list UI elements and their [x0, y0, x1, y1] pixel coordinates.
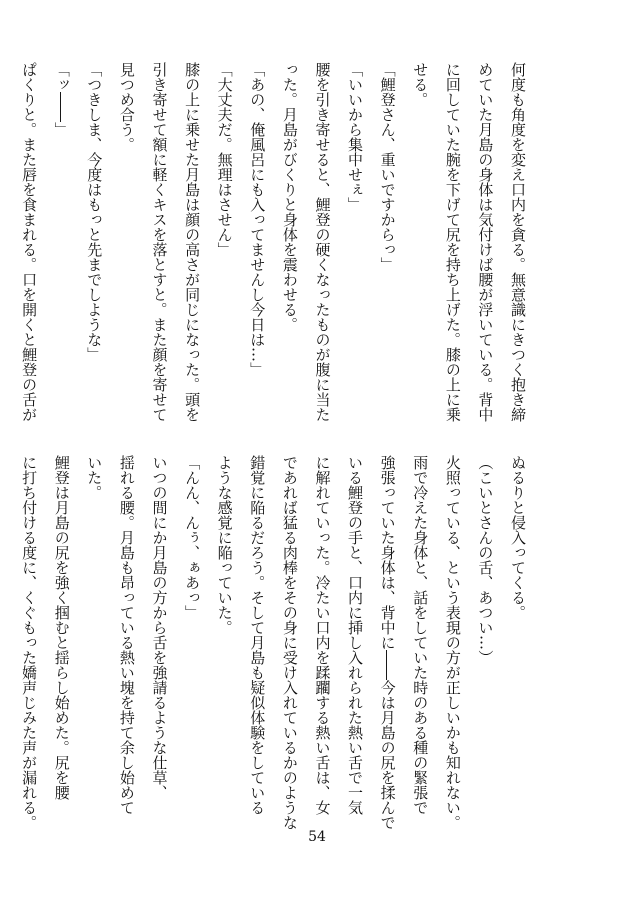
text-line: 膝の上に乗せた月島は顔の高さが同じになった。頭を — [183, 62, 202, 422]
page-number: 54 — [308, 829, 326, 845]
text-line: 強張っていた身体は、背中に――今は月島の尻を揉んで — [378, 455, 397, 830]
text-line: 揺れる腰。月島も昂っている熱い塊を持て余し始めて — [117, 455, 136, 815]
text-line: （こいとさんの舌、あつい…） — [476, 455, 495, 665]
text-line: 雨で冷えた身体と、話をしていた時のある種の緊張で — [411, 455, 430, 815]
text-line: 火照っている、という表現の方が正しいかも知れない。 — [443, 455, 462, 830]
text-line: 「いいから集中せぇ」 — [346, 62, 365, 212]
text-line: 「つきしま、今度はもっと先までしような」 — [85, 62, 104, 362]
text-line: ぬるりと侵入ってくる。 — [509, 455, 527, 620]
text-line: 「鯉登さん、重いですからっ」 — [378, 62, 397, 272]
text-line: 「あの、俺風呂にも入ってませんし今日は…」 — [248, 62, 267, 377]
text-line: 鯉登は月島の尻を強く掴むと揺らし始めた。尻を腰 — [52, 455, 71, 800]
text-line: ような感覚に陥っていた。 — [215, 455, 234, 635]
text-line: せる。 — [411, 62, 430, 107]
lower-text-block — [20, 455, 534, 835]
text-line: 見つめ合う。 — [117, 62, 136, 152]
text-line: に回していた腕を下げて尻を持ち上げた。膝の上に乗 — [443, 62, 462, 422]
text-line: 何度も角度を変え口内を貪る。無意識にきつく抱き締 — [509, 62, 527, 422]
text-line: 「大丈夫だ。無理はさせん」 — [215, 62, 234, 257]
text-line: いた。 — [85, 455, 104, 500]
text-line: 腰を引き寄せると、鯉登の硬くなったものが腹に当た — [313, 62, 332, 422]
text-line: であれば猛る肉棒をその身に受け入れているかのような — [280, 455, 299, 830]
upper-text-block — [20, 62, 534, 442]
text-line: 「んん、んぅ、ぁあっ」 — [183, 455, 202, 620]
text-line: 錯覚に陥るだろう。そして月島も疑似体験をしている — [248, 455, 267, 815]
text-line: 「ッ――」 — [52, 62, 71, 137]
text-line: に解れていった。冷たい口内を蹂躙する熱い舌は、女 — [313, 455, 332, 815]
text-line: いる鯉登の手と、口内に挿し入れられた熱い舌で一気 — [346, 455, 365, 815]
text-line: めていた月島の身体は気付けば腰が浮いている。背中 — [476, 62, 495, 422]
text-line: いつの間にか月島の方から舌を強請るような仕草、 — [150, 455, 169, 800]
text-line: に打ち付ける度に、くぐもった嬌声じみた声が漏れる。 — [20, 455, 39, 830]
text-line: 引き寄せて額に軽くキスを落とすと。また顔を寄せて — [150, 62, 169, 422]
text-line: ぱくりと。また唇を食まれる。口を開くと鯉登の舌が — [20, 62, 39, 422]
text-line: った。月島がびくりと身体を震わせる。 — [280, 62, 299, 332]
